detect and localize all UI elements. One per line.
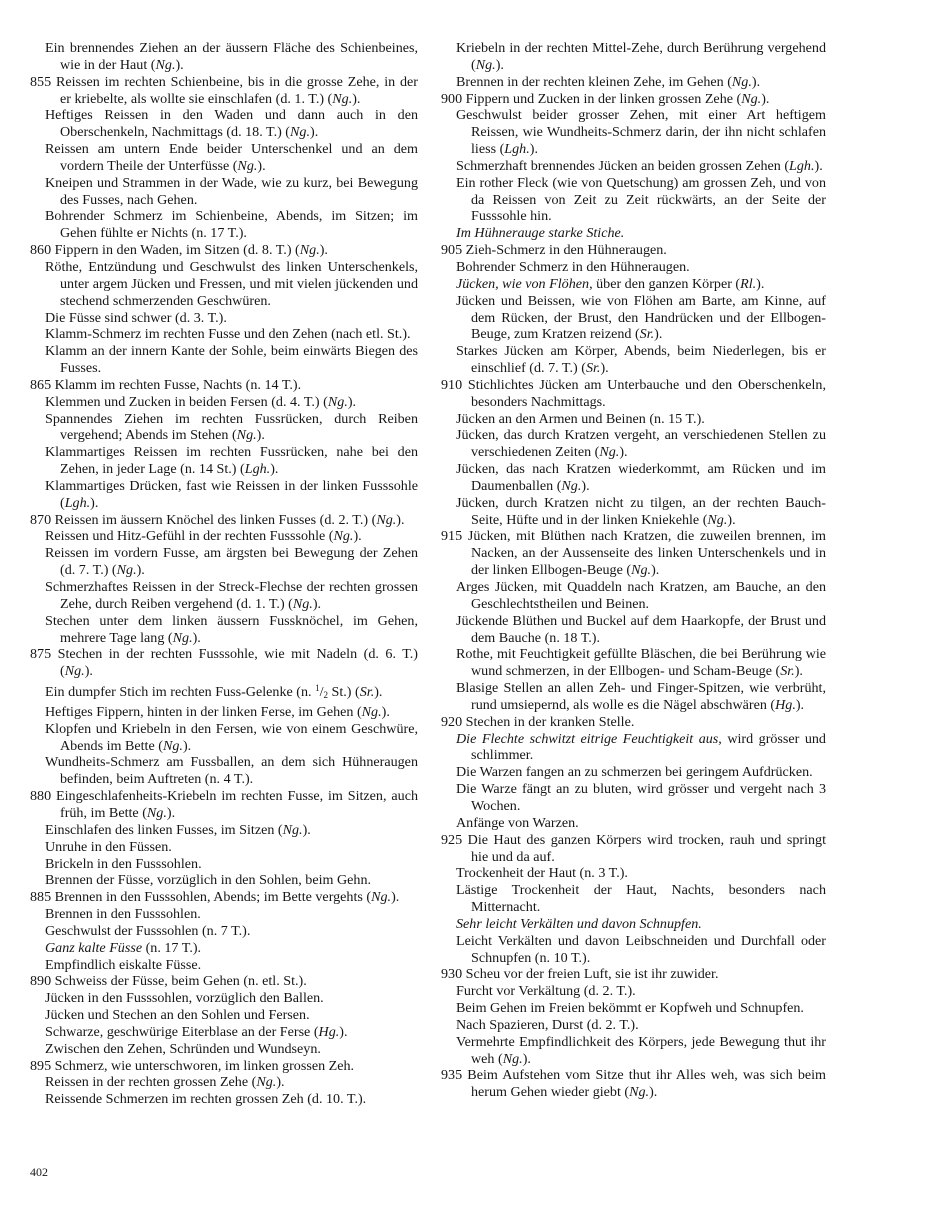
symptom-entry	[30, 680, 418, 704]
entry-text: Heftiges Reissen in den Waden und dann auch in den Oberschenkeln, Nachmittags (d. 18. T.) (	[45, 107, 418, 141]
entry-text: ).	[84, 663, 93, 680]
entry-text: ).	[374, 684, 383, 701]
entry-text: Die Warze fängt an zu bluten, wird grösser und vergeht nach 3 Wochen.	[456, 781, 826, 814]
symptom-entry	[441, 495, 826, 529]
entry-number: 925	[441, 831, 463, 848]
entry-text: Leicht Verkälten und davon Leibschneiden und Durchfall oder Schnupfen (n. 10 T.).	[456, 932, 826, 966]
entry-text: ).	[381, 703, 390, 720]
symptom-entry	[441, 882, 826, 916]
entry-text: Stichlichtes Jücken am Unterbauche und den Oberschenkeln, besonders Nachmittags.	[467, 376, 826, 410]
entry-text: Jücken und Stechen an den Sohlen und Fersen.	[45, 1007, 310, 1024]
symptom-entry	[441, 680, 826, 714]
entry-text: Klemmen und Zucken in beiden Fersen (d. 4. T.) (	[45, 393, 328, 410]
symptom-entry	[30, 411, 418, 445]
symptom-entry	[441, 225, 826, 242]
symptom-entry	[30, 923, 418, 940]
entry-number: 885	[30, 889, 52, 906]
entry-text: Ein dumpfer Stich im rechten Fuss-Gelenke (n.	[45, 684, 316, 701]
entry-text: Stechen unter dem linken äussern Fussknöchel, im Gehen, mehrere Tage lang (	[45, 612, 418, 646]
entry-text: Klamm im rechten Fusse, Nachts (n. 14 T.).	[54, 376, 302, 393]
entry-text: Reissen im rechten Schienbeine, bis in die grosse Zehe, in der er kriebelte, als wollte sie einschlafen (d. 1. T.) (	[55, 73, 418, 107]
entry-text: , wird grösser und schlimmer.	[471, 730, 826, 764]
entry-text: Anfänge von Warzen.	[456, 814, 579, 831]
entry-text: ).	[814, 157, 823, 174]
entry-text: ).	[619, 444, 628, 461]
entry-text: Stechen in der rechten Fusssohle, wie mit Nadeln (d. 6. T.) (	[57, 646, 418, 680]
italic-text: Ng.	[155, 56, 176, 73]
entry-text: ).	[651, 562, 660, 579]
italic-text: Ng.	[292, 595, 313, 612]
entry-text: Furcht vor Verkältung (d. 2. T.).	[456, 983, 636, 1000]
symptom-entry	[441, 983, 826, 1000]
symptom-entry	[441, 781, 826, 815]
entry-text: Geschwulst der Fusssohlen (n. 7 T.).	[45, 922, 251, 939]
entry-text: Trockenheit der Haut (n. 3 T.).	[456, 865, 628, 882]
symptom-entry	[30, 889, 418, 906]
symptom-entry	[441, 40, 826, 74]
entry-text: (n. 17 T.).	[142, 939, 202, 956]
entry-text: Zieh-Schmerz in den Hühneraugen.	[465, 242, 667, 259]
entry-text: Bohrender Schmerz im Schienbeine, Abends, im Sitzen; im Gehen fühlte er Nichts (n. 17 T.).	[45, 208, 418, 242]
entry-text: ).	[654, 326, 663, 343]
entry-text: ).	[136, 562, 145, 579]
symptom-entry	[30, 1091, 418, 1108]
symptom-entry	[441, 1000, 826, 1017]
symptom-entry	[30, 872, 418, 889]
entry-text: Geschwulst beider grosser Zehen, mit einer Art heftigem Reissen, wie Wundheits-Schmerz darin, der ihn nicht schlafen liess (	[456, 107, 826, 158]
symptom-entry	[30, 579, 418, 613]
entry-text: Reissen und Hitz-Gefühl in der rechten Fusssohle (	[45, 528, 334, 545]
symptom-entry	[441, 1034, 826, 1068]
italic-text: Ng.	[146, 804, 167, 821]
entry-number: 905	[441, 242, 463, 259]
symptom-entry	[30, 1074, 418, 1091]
italic-text: Ng.	[376, 511, 397, 528]
symptom-entry	[30, 74, 418, 108]
entry-number: 855	[30, 73, 52, 90]
italic-text: Jücken, wie von Flöhen	[456, 275, 590, 292]
entry-text: ).	[166, 804, 176, 821]
entry-text: ).	[339, 1023, 348, 1040]
entry-text: Jücken, das nach Kratzen wiederkommt, am Rücken und im Daumenballen (	[456, 461, 826, 494]
entry-text: Brennen in den Fusssohlen.	[45, 906, 201, 923]
entry-number: 865	[30, 376, 52, 393]
entry-text: Wundheits-Schmerz am Fussballen, an dem sich Hühneraugen befinden, beim Auftreten (n. 4 T.).	[45, 754, 418, 788]
symptom-entry	[441, 242, 826, 259]
right-column	[441, 40, 826, 1101]
italic-text: Ng.	[236, 427, 257, 444]
entry-text: ).	[352, 90, 361, 107]
entry-text: Schweiss der Füsse, beim Gehen (n. etl. St.).	[54, 973, 307, 990]
symptom-entry	[441, 731, 826, 765]
symptom-entry	[441, 158, 826, 175]
entry-text: ).	[794, 663, 803, 680]
entry-text: Brickeln in den Fusssohlen.	[45, 855, 202, 872]
entry-text: Reissende Schmerzen im rechten grossen Zeh (d. 10. T.).	[45, 1091, 367, 1108]
symptom-entry	[30, 208, 418, 242]
symptom-entry	[30, 394, 418, 411]
entry-text: Jücken, das durch Kratzen vergeht, an verschiedenen Stellen zu verschiedenen Zeiten (	[456, 427, 826, 461]
italic-text: Im Hühnerauge starke Stiche.	[456, 225, 625, 242]
symptom-entry	[30, 1007, 418, 1024]
entry-text: ).	[182, 737, 192, 754]
symptom-entry	[30, 444, 418, 478]
entry-text: Schwarze, geschwürige Eiterblase an der Ferse (	[45, 1023, 319, 1040]
symptom-entry	[441, 815, 826, 832]
symptom-entry	[30, 259, 418, 310]
italic-text: Rl.	[740, 275, 757, 292]
entry-text: Brennen in den Fusssohlen, Abends; im Bette vergehts (	[54, 889, 372, 906]
symptom-entry	[30, 478, 418, 512]
symptom-entry	[30, 528, 418, 545]
symptom-entry	[441, 293, 826, 344]
entry-text: Eingeschlafenheits-Kriebeln im rechten Fusse, im Sitzen, auch früh, im Bette (	[56, 788, 418, 821]
italic-text: Lgh.	[504, 141, 530, 158]
symptom-entry	[441, 91, 826, 108]
symptom-entry	[441, 579, 826, 613]
italic-text: Ng.	[327, 393, 348, 410]
entry-text: Beim Aufstehen vom Sitze thut ihr Alles weh, was sich beim herum Gehen wieder giebt (	[467, 1067, 826, 1101]
symptom-entry	[441, 865, 826, 882]
italic-text: Ng.	[172, 629, 193, 646]
entry-text: ).	[600, 360, 609, 377]
italic-text: Lgh.	[64, 494, 91, 511]
symptom-entry	[30, 512, 418, 529]
entry-number: 875	[30, 646, 52, 663]
symptom-entry	[30, 704, 418, 721]
entry-number: 920	[441, 713, 463, 730]
symptom-entry	[441, 427, 826, 461]
entry-text: ).	[257, 157, 266, 174]
italic-text: Hg.	[775, 696, 796, 713]
page-number: 402	[30, 1165, 48, 1179]
symptom-entry	[441, 377, 826, 411]
symptom-entry	[30, 856, 418, 873]
italic-text: Ng.	[629, 1084, 650, 1101]
entry-text: ).	[396, 511, 405, 528]
italic-text: Ng.	[237, 157, 258, 174]
italic-text: Ng.	[64, 663, 85, 680]
entry-text: Klopfen und Kriebeln in den Fersen, wie von einem Geschwüre, Abends im Bette (	[45, 720, 418, 754]
symptom-entry	[30, 377, 418, 394]
entry-text: , über den ganzen Körper (	[589, 275, 741, 292]
entry-text: ).	[312, 595, 322, 612]
symptom-entry	[441, 276, 826, 293]
entry-number: 880	[30, 788, 52, 805]
symptom-entry	[30, 310, 418, 327]
entry-text: Die Warzen fangen an zu schmerzen bei geringem Aufdrücken.	[456, 764, 813, 781]
symptom-entry	[30, 326, 418, 343]
symptom-entry	[30, 754, 418, 788]
entry-text: Schmerzhaft brennendes Jücken an beiden grossen Zehen (	[456, 157, 790, 174]
entry-text: Die Haut des ganzen Körpers wird trocken, rauh und springt hie und da auf.	[467, 831, 826, 865]
entry-text: ).	[581, 477, 590, 494]
symptom-entry	[30, 40, 418, 74]
symptom-entry	[30, 973, 418, 990]
symptom-entry	[30, 242, 418, 259]
entry-text: ).	[353, 528, 362, 545]
italic-text: Ganz kalte Füsse	[45, 939, 143, 956]
entry-text: ).	[391, 889, 400, 906]
entry-text: ).	[795, 696, 805, 713]
symptom-entry	[30, 990, 418, 1007]
entry-text: ).	[761, 90, 770, 107]
entry-text: Zwischen den Zehen, Schründen und Wundseyn.	[45, 1040, 321, 1057]
symptom-entry	[441, 916, 826, 933]
entry-number: 910	[441, 376, 463, 393]
entry-text: Fippern und Zucken in der linken grossen Zehe (	[465, 90, 742, 107]
entry-text: Reissen im äussern Knöchel des linken Fusses (d. 2. T.) (	[54, 511, 377, 528]
entry-text: Jücken, mit Blüthen nach Kratzen, die zuweilen brennen, im Nacken, an der Aussenseite des linken Unterschenkels und in der linken Ellbogen-Beuge (	[467, 528, 826, 579]
entry-text: Stechen in der kranken Stelle.	[465, 713, 635, 730]
symptom-entry	[30, 957, 418, 974]
symptom-entry	[30, 839, 418, 856]
symptom-entry	[30, 788, 418, 822]
fraction: $^1/_2$	[315, 683, 328, 701]
italic-text: Ng.	[282, 821, 303, 838]
italic-text: Die Flechte schwitzt eitrige Feuchtigkeit aus	[456, 730, 719, 747]
entry-text: ).	[256, 427, 265, 444]
entry-number: 915	[441, 528, 463, 545]
entry-text: Brennen der Füsse, vorzüglich in den Sohlen, beim Gehn.	[45, 872, 372, 889]
symptom-entry	[441, 1067, 826, 1101]
entry-text: Vermehrte Empfindlichkeit des Körpers, jede Bewegung thut ihr weh (	[456, 1033, 826, 1067]
symptom-entry	[441, 528, 826, 579]
entry-text: Jücken und Beissen, wie von Flöhen am Barte, am Kinne, auf dem Rücken, der Brust, den Handrücken und der Ellbogen-Beuge, zum Kratzen reizend (	[456, 292, 826, 343]
entry-text: Jücken, durch Kratzen nicht zu tilgen, an der rechten Bauch-Seite, Hüfte und in der linken Kniekehle (	[456, 494, 826, 528]
entry-text: ).	[727, 511, 736, 528]
entry-text: Kriebeln in der rechten Mittel-Zehe, durch Berührung vergehend (	[456, 40, 826, 73]
entry-number: 890	[30, 973, 52, 990]
entry-text: ).	[649, 1084, 658, 1101]
entry-text: Fippern in den Waden, im Sitzen (d. 8. T.) (	[54, 242, 300, 259]
entry-text: Klamm an der innern Kante der Sohle, beim einwärts Biegen des Fusses.	[45, 343, 418, 377]
entry-text: Rothe, mit Feuchtigkeit gefüllte Bläschen, die bei Berührung wie wund schmerzen, in der Ellbogen- und Scham-Beuge (	[456, 646, 826, 680]
italic-text: Sr.	[359, 684, 375, 701]
symptom-entry	[441, 1017, 826, 1034]
italic-text: Ng.	[116, 562, 137, 579]
italic-text: Hg.	[318, 1023, 340, 1040]
entry-text: ).	[756, 275, 765, 292]
symptom-entry	[441, 646, 826, 680]
symptom-entry	[441, 461, 826, 495]
italic-text: Ng.	[299, 242, 320, 259]
symptom-entry	[30, 1024, 418, 1041]
symptom-entry	[441, 613, 826, 647]
symptom-entry	[441, 764, 826, 781]
entry-text: Nach Spazieren, Durst (d. 2. T.).	[456, 1016, 639, 1033]
entry-number: 935	[441, 1067, 463, 1084]
symptom-entry	[30, 175, 418, 209]
entry-text: Klammartiges Reissen im rechten Fussrücken, nahe bei den Zehen, in jeder Lage (n. 14 St.) (	[45, 444, 418, 478]
entry-text: Jückende Blüthen und Buckel auf dem Haarkopfe, der Brust und dem Bauche (n. 18 T.).	[456, 612, 826, 646]
entry-text: Unruhe in den Füssen.	[45, 838, 172, 855]
entry-number: 900	[441, 90, 463, 107]
entry-text: Röthe, Entzündung und Geschwulst des linken Unterschenkels, unter argem Jücken und Fressen, und mit vielen jückenden und stechend schmerzenden Geschwüren.	[45, 258, 418, 309]
symptom-entry	[30, 343, 418, 377]
symptom-entry	[30, 1041, 418, 1058]
entry-text: ).	[495, 56, 504, 73]
symptom-entry	[30, 545, 418, 579]
italic-text: Ng.	[707, 511, 728, 528]
entry-text: Heftiges Fippern, hinten in der linken Ferse, im Gehen (	[45, 703, 362, 720]
italic-text: Sr.	[780, 663, 795, 680]
entry-text: Lästige Trockenheit der Haut, Nachts, besonders nach Mitternacht.	[456, 882, 826, 916]
symptom-entry	[30, 1058, 418, 1075]
symptom-entry	[30, 613, 418, 647]
italic-text: Ng.	[502, 1050, 523, 1067]
symptom-entry	[30, 940, 418, 957]
italic-text: Sr.	[585, 360, 601, 377]
symptom-entry	[441, 175, 826, 226]
italic-text: Ng.	[561, 477, 582, 494]
entry-text: Ein brennendes Ziehen an der äussern Fläche des Schienbeines, wie in der Haut (	[45, 40, 418, 73]
entry-text: Bohrender Schmerz in den Hühneraugen.	[456, 258, 690, 275]
entry-text: ).	[751, 73, 761, 90]
entry-text: Einschlafen des linken Fusses, im Sitzen (	[45, 821, 283, 838]
entry-text: ).	[347, 393, 357, 410]
italic-text: Ng.	[333, 528, 354, 545]
symptom-entry	[441, 714, 826, 731]
entry-number: 860	[30, 242, 52, 259]
entry-text: Starkes Jücken am Körper, Abends, beim Niederlegen, bis er einschlief (d. 7. T.) (	[456, 343, 826, 377]
entry-text: Reissen am untern Ende beider Unterschenkel und an dem vordern Theile der Unterfüsse (	[45, 141, 418, 174]
entry-text: ).	[529, 141, 538, 158]
entry-text: Blasige Stellen an allen Zeh- und Finger-Spitzen, wie verbrüht, rund umsiepernd, als wolle es die Nägel abschwären (	[456, 680, 826, 713]
symptom-entry	[441, 107, 826, 158]
italic-text: Lgh.	[789, 157, 815, 174]
entry-text: Klammartiges Drücken, fast wie Reissen in der linken Fusssohle (	[45, 477, 418, 511]
italic-text: Sehr leicht Verkälten und davon Schnupfen.	[456, 915, 702, 932]
entry-text: Die Füsse sind schwer (d. 3. T.).	[45, 309, 227, 326]
entry-number: 870	[30, 511, 52, 528]
entry-number: 930	[441, 966, 463, 983]
entry-text: Spannendes Ziehen im rechten Fussrücken, durch Reiben vergehend; Abends im Stehen (	[45, 410, 418, 444]
symptom-entry	[30, 646, 418, 680]
italic-text: Ng.	[256, 1074, 277, 1091]
italic-text: Ng.	[741, 90, 762, 107]
symptom-entry	[441, 411, 826, 428]
italic-text: Ng.	[361, 703, 382, 720]
entry-text: Scheu vor der freien Luft, sie ist ihr zuwider.	[465, 966, 719, 983]
italic-text: Ng.	[631, 562, 652, 579]
symptom-entry	[30, 141, 418, 175]
italic-text: Sr.	[639, 326, 655, 343]
entry-text: Schmerzhaftes Reissen in der Streck-Flechse der rechten grossen Zehe, durch Reiben vergehend (d. 1. T.) (	[45, 579, 418, 612]
entry-text: ).	[522, 1050, 531, 1067]
left-column	[30, 40, 418, 1108]
symptom-entry	[441, 832, 826, 866]
entry-text: Jücken in den Fusssohlen, vorzüglich den Ballen.	[45, 990, 324, 1007]
entry-number: 895	[30, 1057, 52, 1074]
entry-text: Arges Jücken, mit Quaddeln nach Kratzen, am Bauche, an den Geschlechtstheilen und Beinen.	[456, 579, 826, 612]
symptom-entry	[30, 107, 418, 141]
symptom-entry	[30, 822, 418, 839]
entry-text: Ein rother Fleck (wie von Quetschung) am grossen Zeh, und von da Reissen von Zeit zu Zeit rückwärts, an der Seite der Fusssohle hin.	[456, 174, 826, 225]
entry-text: ).	[90, 494, 99, 511]
symptom-entry	[441, 933, 826, 967]
italic-text: Ng.	[290, 124, 310, 141]
entry-text: Brennen in der rechten kleinen Zehe, im Gehen (	[456, 73, 732, 90]
symptom-entry	[441, 259, 826, 276]
italic-text: Ng.	[731, 73, 752, 90]
entry-text: St.) (	[328, 684, 360, 701]
italic-text: Ng.	[332, 90, 353, 107]
entry-text: Reissen in der rechten grossen Zehe (	[45, 1074, 257, 1091]
italic-text: Ng.	[475, 56, 496, 73]
italic-text: Ng.	[162, 737, 183, 754]
entry-text: ).	[175, 56, 184, 73]
symptom-entry	[30, 721, 418, 755]
italic-text: Ng.	[371, 889, 392, 906]
italic-text: Ng.	[599, 444, 620, 461]
entry-text: Jücken an den Armen und Beinen (n. 15 T.).	[456, 410, 705, 427]
entry-text: ).	[192, 629, 201, 646]
entry-text: ).	[319, 242, 328, 259]
entry-text: Beim Gehen im Freien bekömmt er Kopfweh und Schnupfen.	[456, 1000, 804, 1017]
entry-text: Klamm-Schmerz im rechten Fusse und den Zehen (nach etl. St.).	[45, 326, 411, 343]
entry-text: Reissen im vordern Fusse, am ärgsten bei Bewegung der Zehen (d. 7. T.) (	[45, 545, 418, 579]
entry-text: ).	[276, 1074, 285, 1091]
entry-text: Kneipen und Strammen in der Wade, wie zu kurz, bei Bewegung des Fusses, nach Gehen.	[45, 174, 418, 208]
entry-text: Empfindlich eiskalte Füsse.	[45, 956, 202, 973]
italic-text: Lgh.	[244, 461, 271, 478]
symptom-entry	[441, 966, 826, 983]
entry-text: Schmerz, wie unterschworen, im linken grossen Zeh.	[54, 1057, 355, 1074]
entry-text: ).	[310, 124, 319, 141]
entry-text: ).	[302, 821, 311, 838]
entry-text: ).	[270, 461, 279, 478]
symptom-entry	[441, 74, 826, 91]
symptom-entry	[441, 343, 826, 377]
symptom-entry	[30, 906, 418, 923]
